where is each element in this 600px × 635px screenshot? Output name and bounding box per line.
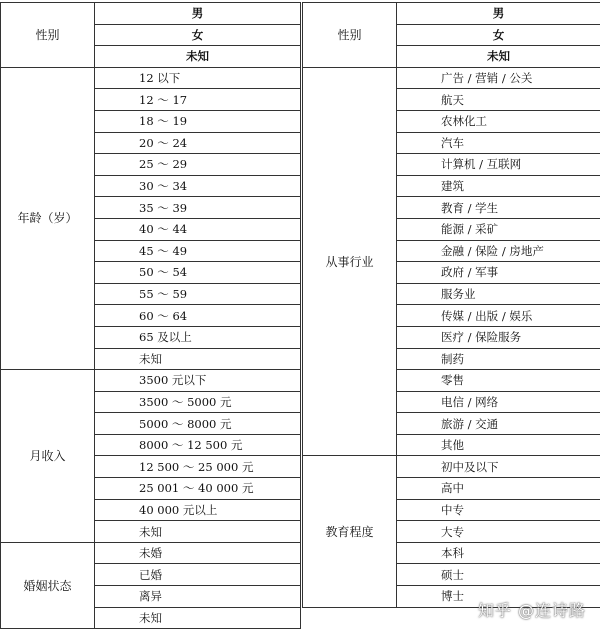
right-industry-option: 传媒 / 出版 / 娱乐	[397, 305, 600, 327]
right-industry-option: 服务业	[397, 283, 600, 305]
left-age-option: 65 及以上	[95, 326, 301, 348]
left-income-option: 12 500 ～ 25 000 元	[95, 456, 301, 478]
left-income-category: 月收入	[1, 370, 95, 543]
left-income-option: 25 001 ～ 40 000 元	[95, 478, 301, 500]
right-industry-option: 航天	[397, 89, 600, 111]
right-education-option: 本科	[397, 542, 600, 564]
right-education-option: 硕士	[397, 564, 600, 586]
right-industry-option: 计算机 / 互联网	[397, 154, 600, 176]
left-age-option: 20 ～ 24	[95, 132, 301, 154]
left-age-option: 18 ～ 19	[95, 110, 301, 132]
right-industry-option: 金融 / 保险 / 房地产	[397, 240, 600, 262]
left-marital-option: 未婚	[95, 542, 301, 564]
left-income-row	[1, 370, 301, 392]
left-attribute-table	[0, 2, 301, 629]
left-gender-option: 未知	[95, 46, 301, 68]
left-marital-category: 婚姻状态	[1, 542, 95, 628]
right-industry-option: 广告 / 营销 / 公关	[397, 67, 600, 89]
right-gender-option: 女	[397, 24, 600, 46]
left-marital-row	[1, 542, 301, 564]
right-industry-option: 政府 / 军事	[397, 262, 600, 284]
left-age-option: 35 ～ 39	[95, 197, 301, 219]
left-age-option: 未知	[95, 348, 301, 370]
left-income-option: 5000 ～ 8000 元	[95, 413, 301, 435]
right-education-row	[303, 456, 600, 478]
left-gender-option: 男	[95, 3, 301, 25]
right-industry-row	[303, 67, 600, 89]
left-income-option: 未知	[95, 521, 301, 543]
left-income-option: 8000 ～ 12 500 元	[95, 434, 301, 456]
right-industry-option: 建筑	[397, 175, 600, 197]
left-marital-option: 已婚	[95, 564, 301, 586]
right-industry-option: 其他	[397, 434, 600, 456]
left-income-option: 3500 元以下	[95, 370, 301, 392]
left-gender-category: 性别	[1, 3, 95, 68]
left-marital-option: 未知	[95, 607, 301, 629]
left-age-option: 55 ～ 59	[95, 283, 301, 305]
right-education-option: 高中	[397, 478, 600, 500]
right-education-category: 教育程度	[303, 456, 397, 607]
right-industry-option: 汽车	[397, 132, 600, 154]
right-industry-option: 能源 / 采矿	[397, 218, 600, 240]
right-industry-option: 旅游 / 交通	[397, 413, 600, 435]
right-industry-option: 零售	[397, 370, 600, 392]
left-age-option: 12 以下	[95, 67, 301, 89]
right-education-option: 初中及以下	[397, 456, 600, 478]
left-age-option: 12 ～ 17	[95, 89, 301, 111]
left-age-category: 年龄（岁）	[1, 67, 95, 369]
right-gender-category: 性别	[303, 3, 397, 68]
left-income-option: 3500 ～ 5000 元	[95, 391, 301, 413]
right-industry-category: 从事行业	[303, 67, 397, 456]
right-industry-option: 电信 / 网络	[397, 391, 600, 413]
right-industry-option: 农林化工	[397, 110, 600, 132]
left-age-option: 25 ～ 29	[95, 154, 301, 176]
left-age-option: 45 ～ 49	[95, 240, 301, 262]
right-industry-option: 医疗 / 保险服务	[397, 326, 600, 348]
right-gender-option: 男	[397, 3, 600, 25]
left-gender-option: 女	[95, 24, 301, 46]
left-age-option: 30 ～ 34	[95, 175, 301, 197]
left-age-option: 50 ～ 54	[95, 262, 301, 284]
right-industry-option: 制药	[397, 348, 600, 370]
right-education-option: 大专	[397, 521, 600, 543]
left-age-row	[1, 67, 301, 89]
right-industry-option: 教育 / 学生	[397, 197, 600, 219]
left-marital-option: 离异	[95, 586, 301, 608]
left-gender-row	[1, 3, 301, 25]
left-age-option: 40 ～ 44	[95, 218, 301, 240]
right-education-option: 博士	[397, 586, 600, 608]
right-attribute-table	[302, 2, 600, 608]
right-education-option: 中专	[397, 499, 600, 521]
right-gender-row	[303, 3, 600, 25]
right-gender-option: 未知	[397, 46, 600, 68]
left-age-option: 60 ～ 64	[95, 305, 301, 327]
left-income-option: 40 000 元以上	[95, 499, 301, 521]
watermark: 知乎 @连诗路	[477, 601, 586, 620]
